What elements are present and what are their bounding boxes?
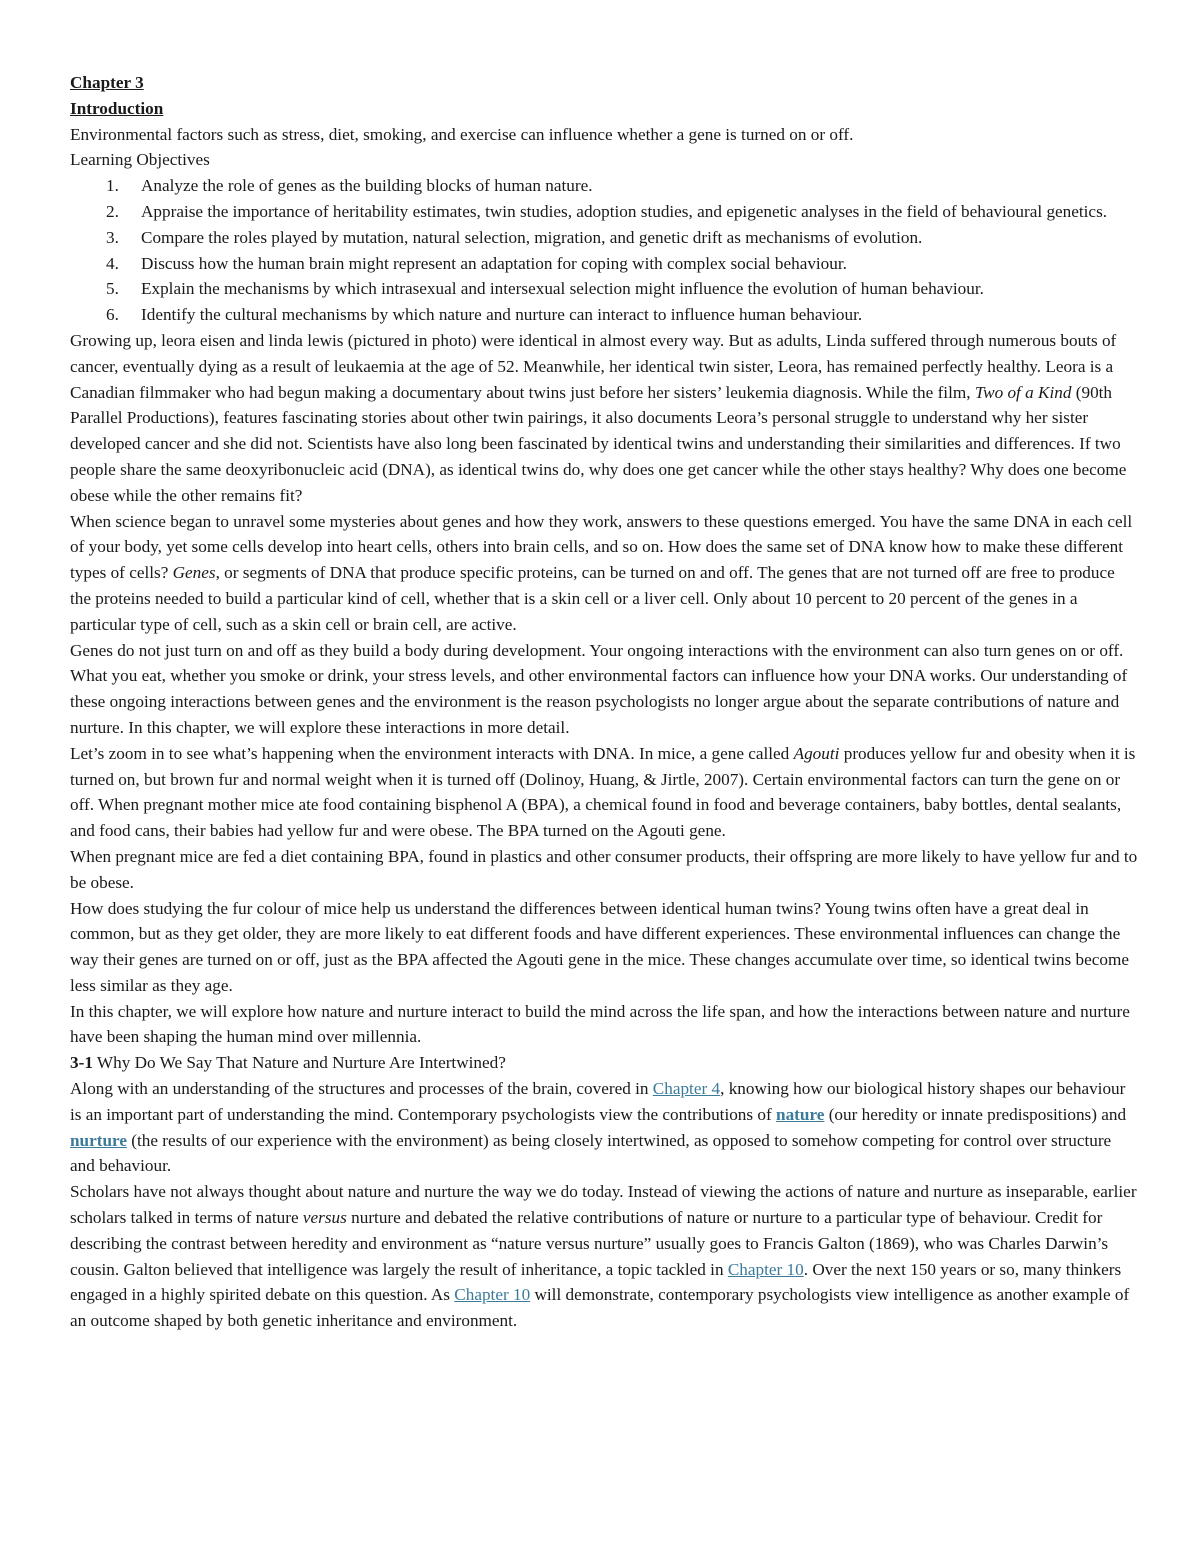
chapter-4-link[interactable]: Chapter 4 xyxy=(652,1079,721,1099)
paragraph-text: (90th Parallel Productions), features fascinating stories about other twin pairings, it also documents Leora’s personal struggle to understand why her sister developed cancer and she did not. Scientists have also long been fascinated by identical twins and understanding their similarities and differences. If two people share the same deoxyribonucleic acid (DNA), as identical twins do, why does one get cancer while the other stays healthy? Why does one become obese while the other remains fit? xyxy=(70,382,1127,505)
section-title: Introduction xyxy=(70,98,164,118)
list-item-number: 2. xyxy=(106,201,119,221)
list-item-text: Appraise the importance of heritability estimates, twin studies, adoption studies, and epigenetic analyses in the field of behavioural genetics. xyxy=(141,201,1108,221)
agouti-term: Agouti xyxy=(793,743,840,763)
list-item-number: 4. xyxy=(106,253,119,273)
list-item xyxy=(70,251,1140,277)
list-item xyxy=(70,302,1140,328)
section-heading-text: Why Do We Say That Nature and Nurture Are Intertwined? xyxy=(92,1053,506,1073)
list-item-text: Explain the mechanisms by which intrasexual and intersexual selection might influence the evolution of human behaviour. xyxy=(141,279,984,299)
paragraph-text: . Over the next 150 years or so, many thinkers engaged in a highly spirited debate on this question. As xyxy=(70,1259,1122,1305)
paragraph-genes xyxy=(70,509,1140,638)
objectives-list xyxy=(70,173,1140,328)
list-item xyxy=(70,173,1140,199)
list-item xyxy=(70,276,1140,302)
paragraph-chapter-preview: In this chapter, we will explore how nature and nurture interact to build the mind across the life span, and how the interactions between nature and nurture have been shaping the human mind over millennia. xyxy=(70,1001,1130,1047)
paragraph-text: produces yellow fur and obesity when it is turned on, but brown fur and normal weight when it is turned off (Dolinoy, Huang, & Jirtle, 2007). Certain environmental factors can turn the gene on or off. When pregnant mother mice ate food containing bisphenol A (BPA), a chemical found in food and beverage containers, baby bottles, dental sealants, and food cans, their babies had yellow fur and were obese. The BPA turned on the Agouti gene. xyxy=(70,743,1136,841)
list-item-number: 5. xyxy=(106,279,119,299)
paragraph-text: will demonstrate, contemporary psychologists view intelligence as another example of an outcome shaped by both genetic inheritance and environment. xyxy=(70,1285,1130,1331)
paragraph-text: nurture and debated the relative contributions of nature or nurture to a particular type of behaviour. Credit for describing the contrast between heredity and environment as “nature versus nurture” usually goes to Francis Galton (1869), who was Charles Darwin’s cousin. Galton believed that intelligence was largely the result of inheritance, a topic tackled in xyxy=(70,1208,1109,1279)
intro-line: Environmental factors such as stress, diet, smoking, and exercise can influence whether a gene is turned on or off. xyxy=(70,124,854,144)
list-item xyxy=(70,199,1140,225)
genes-term: Genes xyxy=(172,563,216,583)
paragraph-fur-colour: How does studying the fur colour of mice help us understand the differences between identical human twins? Young twins often have a great deal in common, but as they get older, they are more likely to eat different foods and have different experiences. These environmental influences can change the way their genes are turned on or off, just as the BPA affected the Agouti gene in the mice. These changes accumulate over time, so identical twins become less similar as they age. xyxy=(70,898,1129,995)
list-item-number: 1. xyxy=(106,176,119,196)
paragraph-text: When science began to unravel some mysteries about genes and how they work, answers to these questions emerged. You have the same DNA in each cell of your body, yet some cells develop into heart cells, others into brain cells, and so on. How does the same set of DNA know how to make these different types of cells? xyxy=(70,511,1133,583)
paragraph-text: Along with an understanding of the structures and processes of the brain, covered in xyxy=(70,1079,653,1099)
paragraph-text: , or segments of DNA that produce specific proteins, can be turned on and off. The genes that are not turned off are free to produce the proteins needed to build a particular kind of cell, whether that is a skin cell or a liver cell. Only about 10 percent to 20 percent of the genes in a particular type of cell, such as a skin cell or brain cell, are active. xyxy=(70,563,1115,634)
section-number: 3-1 xyxy=(70,1053,93,1073)
paragraph-text: (the results of our experience with the environment) as being closely intertwined, as opposed to somehow competing for control over structure and behaviour. xyxy=(70,1130,1112,1176)
paragraph-bpa: When pregnant mice are fed a diet containing BPA, found in plastics and other consumer products, their offspring are more likely to have yellow fur and to be obese. xyxy=(70,846,1138,892)
paragraph-text: (our heredity or innate predispositions) and xyxy=(824,1104,1127,1124)
list-item-text: Identify the cultural mechanisms by which nature and nurture can interact to influence human behaviour. xyxy=(141,305,863,325)
film-title: Two of a Kind xyxy=(974,382,1072,402)
nature-term-link[interactable]: nature xyxy=(776,1104,825,1124)
paragraph-development: Genes do not just turn on and off as they build a body during development. Your ongoing interactions with the environment can also turn genes on or off. What you eat, whether you smoke or drink, your stress levels, and other environmental factors can influence how your DNA works. Our understanding of these ongoing interactions between genes and the environment is the reason psychologists no longer argue about the separate contributions of nature and nurture. In this chapter, we will explore these interactions in more detail. xyxy=(70,640,1128,737)
paragraph-text: , knowing how our biological history shapes our behaviour is an important part of understanding the mind. Contemporary psychologists view the contributions of xyxy=(70,1079,1126,1124)
chapter-title: Chapter 3 xyxy=(70,73,144,92)
paragraph-text: Scholars have not always thought about nature and nurture the way we do today. Instead of viewing the actions of nature and nurture as inseparable, earlier scholars talked in terms of nature xyxy=(70,1182,1137,1228)
paragraph-text: Growing up, leora eisen and linda lewis (pictured in photo) were identical in almost every way. But as adults, Linda suffered through numerous bouts of cancer, eventually dying as a result of leukaemia at the age of 52. Meanwhile, her identical twin sister, Leora, has remained perfectly healthy. Leora is a Canadian filmmaker who had begun making a documentary about twins just before her sisters’ leukemia diagnosis. While the film, xyxy=(70,330,1117,402)
nurture-term-link[interactable]: nurture xyxy=(70,1130,127,1150)
paragraph-text: Let’s zoom in to see what’s happening when the environment interacts with DNA. In mice, a gene called xyxy=(70,743,794,763)
chapter-10-link[interactable]: Chapter 10 xyxy=(454,1285,531,1305)
list-item xyxy=(70,225,1140,251)
paragraph-intertwined xyxy=(70,1076,1140,1179)
list-item-number: 6. xyxy=(106,305,119,325)
objectives-heading: Learning Objectives xyxy=(70,150,210,170)
paragraph-scholars xyxy=(70,1179,1140,1334)
chapter-10-link[interactable]: Chapter 10 xyxy=(727,1259,804,1279)
list-item-text: Compare the roles played by mutation, natural selection, migration, and genetic drift as mechanisms of evolution. xyxy=(141,227,923,247)
versus-term: versus xyxy=(302,1208,347,1228)
paragraph-twins xyxy=(70,328,1140,509)
section-heading-3-1 xyxy=(70,1050,1140,1076)
list-item-text: Analyze the role of genes as the building blocks of human nature. xyxy=(141,176,593,196)
list-item-number: 3. xyxy=(106,227,119,247)
list-item-text: Discuss how the human brain might represent an adaptation for coping with complex social behaviour. xyxy=(141,253,847,273)
paragraph-agouti xyxy=(70,741,1140,844)
